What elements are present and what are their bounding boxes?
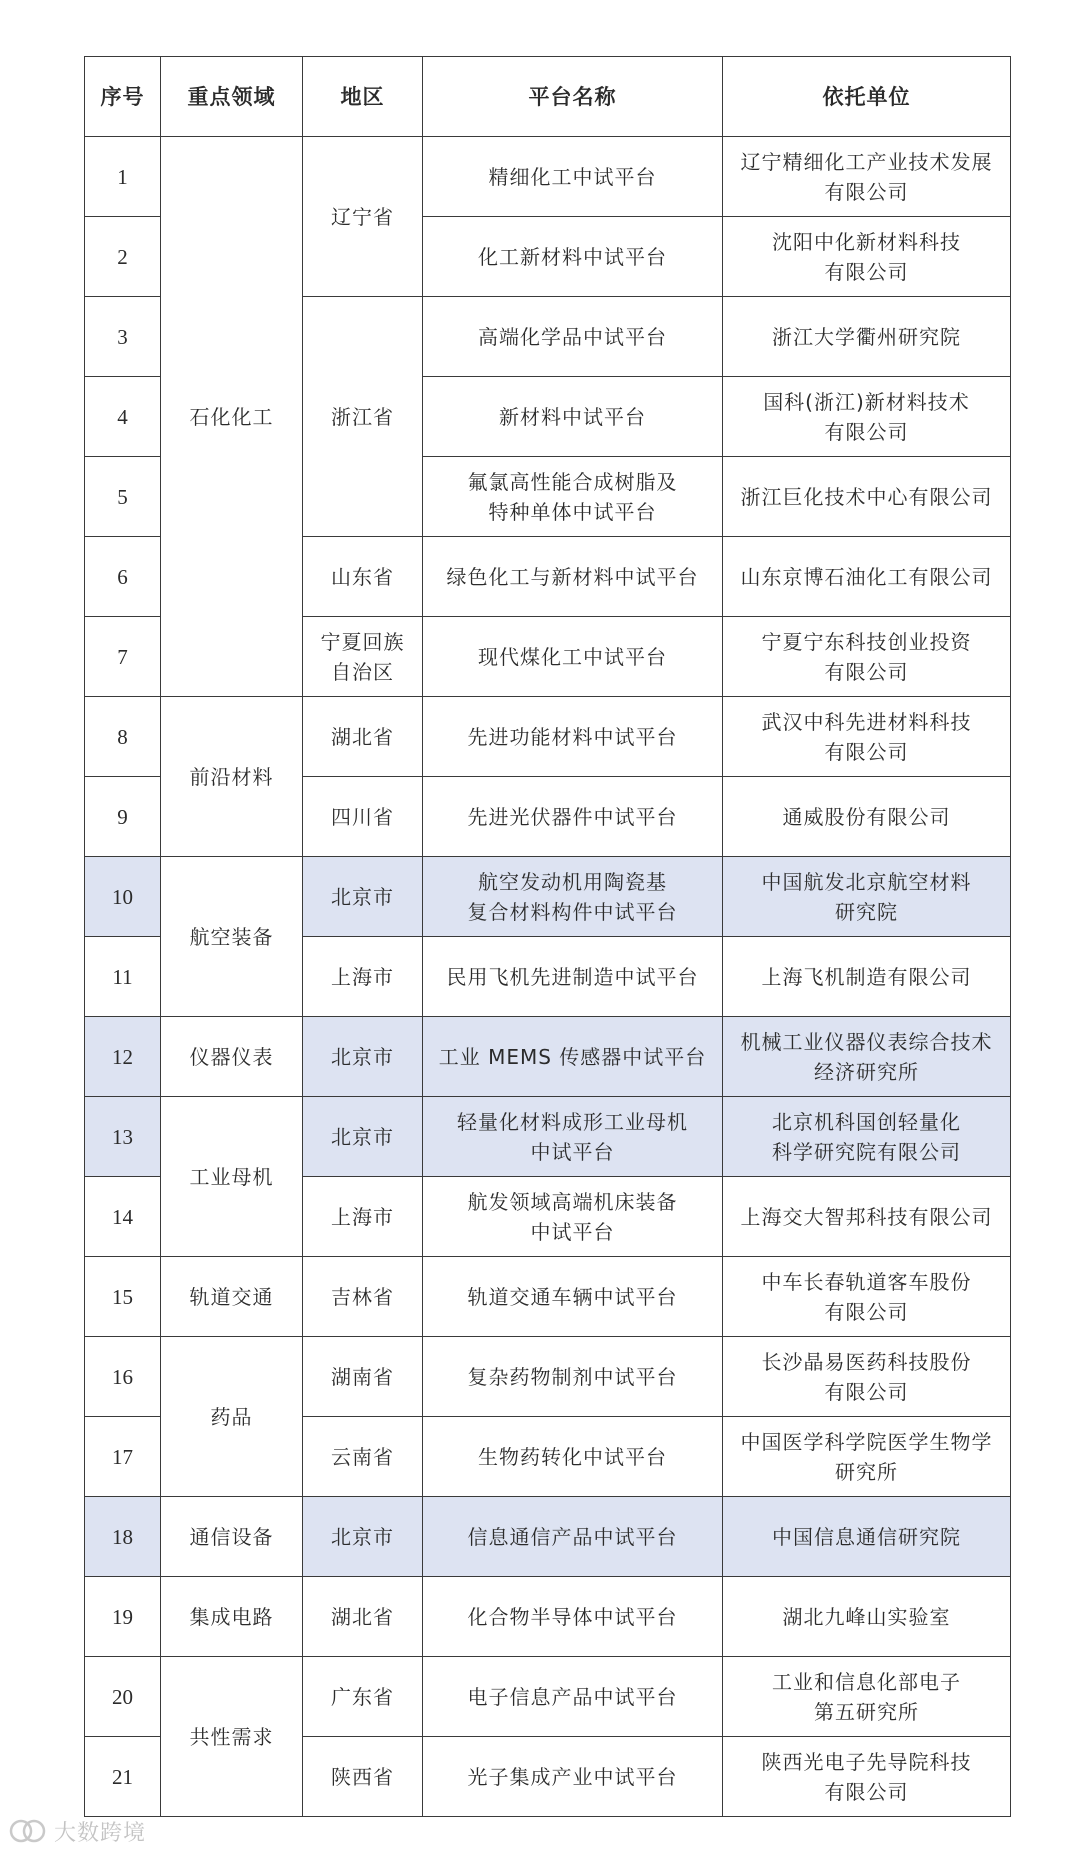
row-index: 10: [85, 857, 161, 937]
row-index: 1: [85, 137, 161, 217]
region-cell: 湖北省: [303, 1577, 423, 1657]
unit-cell: 工业和信息化部电子 第五研究所: [723, 1657, 1011, 1737]
region-cell: 广东省: [303, 1657, 423, 1737]
region-cell: 北京市: [303, 857, 423, 937]
row-index: 16: [85, 1337, 161, 1417]
region-cell: 北京市: [303, 1017, 423, 1097]
field-cell: 集成电路: [161, 1577, 303, 1657]
header-index: 序号: [85, 57, 161, 137]
platform-cell: 氟氯高性能合成树脂及 特种单体中试平台: [423, 457, 723, 537]
table-row-highlighted: [85, 1497, 1011, 1577]
field-cell: 航空装备: [161, 857, 303, 1017]
platform-table: [84, 56, 1011, 1817]
table-header-row: [85, 57, 1011, 137]
platform-cell: 复杂药物制剂中试平台: [423, 1337, 723, 1417]
unit-cell: 上海飞机制造有限公司: [723, 937, 1011, 1017]
row-index: 13: [85, 1097, 161, 1177]
table-row: [85, 1577, 1011, 1657]
field-cell: 石化化工: [161, 137, 303, 697]
platform-cell: 工业 MEMS 传感器中试平台: [423, 1017, 723, 1097]
platform-cell: 新材料中试平台: [423, 377, 723, 457]
row-index: 11: [85, 937, 161, 1017]
platform-cell: 轻量化材料成形工业母机 中试平台: [423, 1097, 723, 1177]
row-index: 17: [85, 1417, 161, 1497]
region-cell: 云南省: [303, 1417, 423, 1497]
row-index: 3: [85, 297, 161, 377]
platform-cell: 航空发动机用陶瓷基 复合材料构件中试平台: [423, 857, 723, 937]
unit-cell: 湖北九峰山实验室: [723, 1577, 1011, 1657]
platform-cell: 化合物半导体中试平台: [423, 1577, 723, 1657]
unit-cell: 长沙晶易医药科技股份 有限公司: [723, 1337, 1011, 1417]
table-row-highlighted: [85, 857, 1011, 937]
row-index: 8: [85, 697, 161, 777]
platform-cell: 化工新材料中试平台: [423, 217, 723, 297]
platform-cell: 电子信息产品中试平台: [423, 1657, 723, 1737]
header-unit: 依托单位: [723, 57, 1011, 137]
platform-cell: 现代煤化工中试平台: [423, 617, 723, 697]
region-cell: 四川省: [303, 777, 423, 857]
watermark-logo-icon: [8, 1818, 48, 1844]
platform-cell: 先进光伏器件中试平台: [423, 777, 723, 857]
field-cell: 轨道交通: [161, 1257, 303, 1337]
region-cell: 湖北省: [303, 697, 423, 777]
platform-cell: 生物药转化中试平台: [423, 1417, 723, 1497]
watermark: [8, 1815, 146, 1847]
platform-cell: 光子集成产业中试平台: [423, 1737, 723, 1817]
unit-cell: 武汉中科先进材料科技 有限公司: [723, 697, 1011, 777]
region-cell: 北京市: [303, 1097, 423, 1177]
unit-cell: 中国信息通信研究院: [723, 1497, 1011, 1577]
unit-cell: 陕西光电子先导院科技 有限公司: [723, 1737, 1011, 1817]
unit-cell: 中国航发北京航空材料 研究院: [723, 857, 1011, 937]
row-index: 6: [85, 537, 161, 617]
table-row: [85, 137, 1011, 217]
region-cell: 陕西省: [303, 1737, 423, 1817]
row-index: 5: [85, 457, 161, 537]
unit-cell: 中国医学科学院医学生物学 研究所: [723, 1417, 1011, 1497]
unit-cell: 通威股份有限公司: [723, 777, 1011, 857]
table-row-highlighted: [85, 1017, 1011, 1097]
unit-cell: 中车长春轨道客车股份 有限公司: [723, 1257, 1011, 1337]
row-index: 15: [85, 1257, 161, 1337]
row-index: 18: [85, 1497, 161, 1577]
row-index: 14: [85, 1177, 161, 1257]
field-cell: 前沿材料: [161, 697, 303, 857]
platform-cell: 航发领域高端机床装备 中试平台: [423, 1177, 723, 1257]
unit-cell: 浙江大学衢州研究院: [723, 297, 1011, 377]
row-index: 9: [85, 777, 161, 857]
platform-cell: 精细化工中试平台: [423, 137, 723, 217]
field-cell: 工业母机: [161, 1097, 303, 1257]
table-row: [85, 697, 1011, 777]
field-cell: 药品: [161, 1337, 303, 1497]
region-cell: 上海市: [303, 1177, 423, 1257]
field-cell: 通信设备: [161, 1497, 303, 1577]
unit-cell: 国科(浙江)新材料技术 有限公司: [723, 377, 1011, 457]
row-index: 2: [85, 217, 161, 297]
header-field: 重点领域: [161, 57, 303, 137]
watermark-text: 大数跨境: [54, 1820, 147, 1846]
row-index: 12: [85, 1017, 161, 1097]
header-region: 地区: [303, 57, 423, 137]
row-index: 20: [85, 1657, 161, 1737]
row-index: 21: [85, 1737, 161, 1817]
region-cell: 北京市: [303, 1497, 423, 1577]
region-cell: 吉林省: [303, 1257, 423, 1337]
unit-cell: 机械工业仪器仪表综合技术 经济研究所: [723, 1017, 1011, 1097]
table-row: [85, 1337, 1011, 1417]
table-row-highlighted: [85, 1097, 1011, 1177]
platform-cell: 轨道交通车辆中试平台: [423, 1257, 723, 1337]
region-cell: 山东省: [303, 537, 423, 617]
row-index: 4: [85, 377, 161, 457]
region-cell: 上海市: [303, 937, 423, 1017]
table-row: [85, 1257, 1011, 1337]
field-cell: 共性需求: [161, 1657, 303, 1817]
unit-cell: 辽宁精细化工产业技术发展 有限公司: [723, 137, 1011, 217]
unit-cell: 浙江巨化技术中心有限公司: [723, 457, 1011, 537]
platform-cell: 先进功能材料中试平台: [423, 697, 723, 777]
unit-cell: 上海交大智邦科技有限公司: [723, 1177, 1011, 1257]
table-row: [85, 1657, 1011, 1737]
region-cell: 浙江省: [303, 297, 423, 537]
region-cell: 辽宁省: [303, 137, 423, 297]
platform-cell: 绿色化工与新材料中试平台: [423, 537, 723, 617]
unit-cell: 北京机科国创轻量化 科学研究院有限公司: [723, 1097, 1011, 1177]
unit-cell: 宁夏宁东科技创业投资 有限公司: [723, 617, 1011, 697]
row-index: 7: [85, 617, 161, 697]
region-cell: 湖南省: [303, 1337, 423, 1417]
header-platform: 平台名称: [423, 57, 723, 137]
platform-cell: 高端化学品中试平台: [423, 297, 723, 377]
unit-cell: 沈阳中化新材料科技 有限公司: [723, 217, 1011, 297]
field-cell: 仪器仪表: [161, 1017, 303, 1097]
region-cell: 宁夏回族 自治区: [303, 617, 423, 697]
platform-cell: 民用飞机先进制造中试平台: [423, 937, 723, 1017]
platform-cell: 信息通信产品中试平台: [423, 1497, 723, 1577]
row-index: 19: [85, 1577, 161, 1657]
unit-cell: 山东京博石油化工有限公司: [723, 537, 1011, 617]
